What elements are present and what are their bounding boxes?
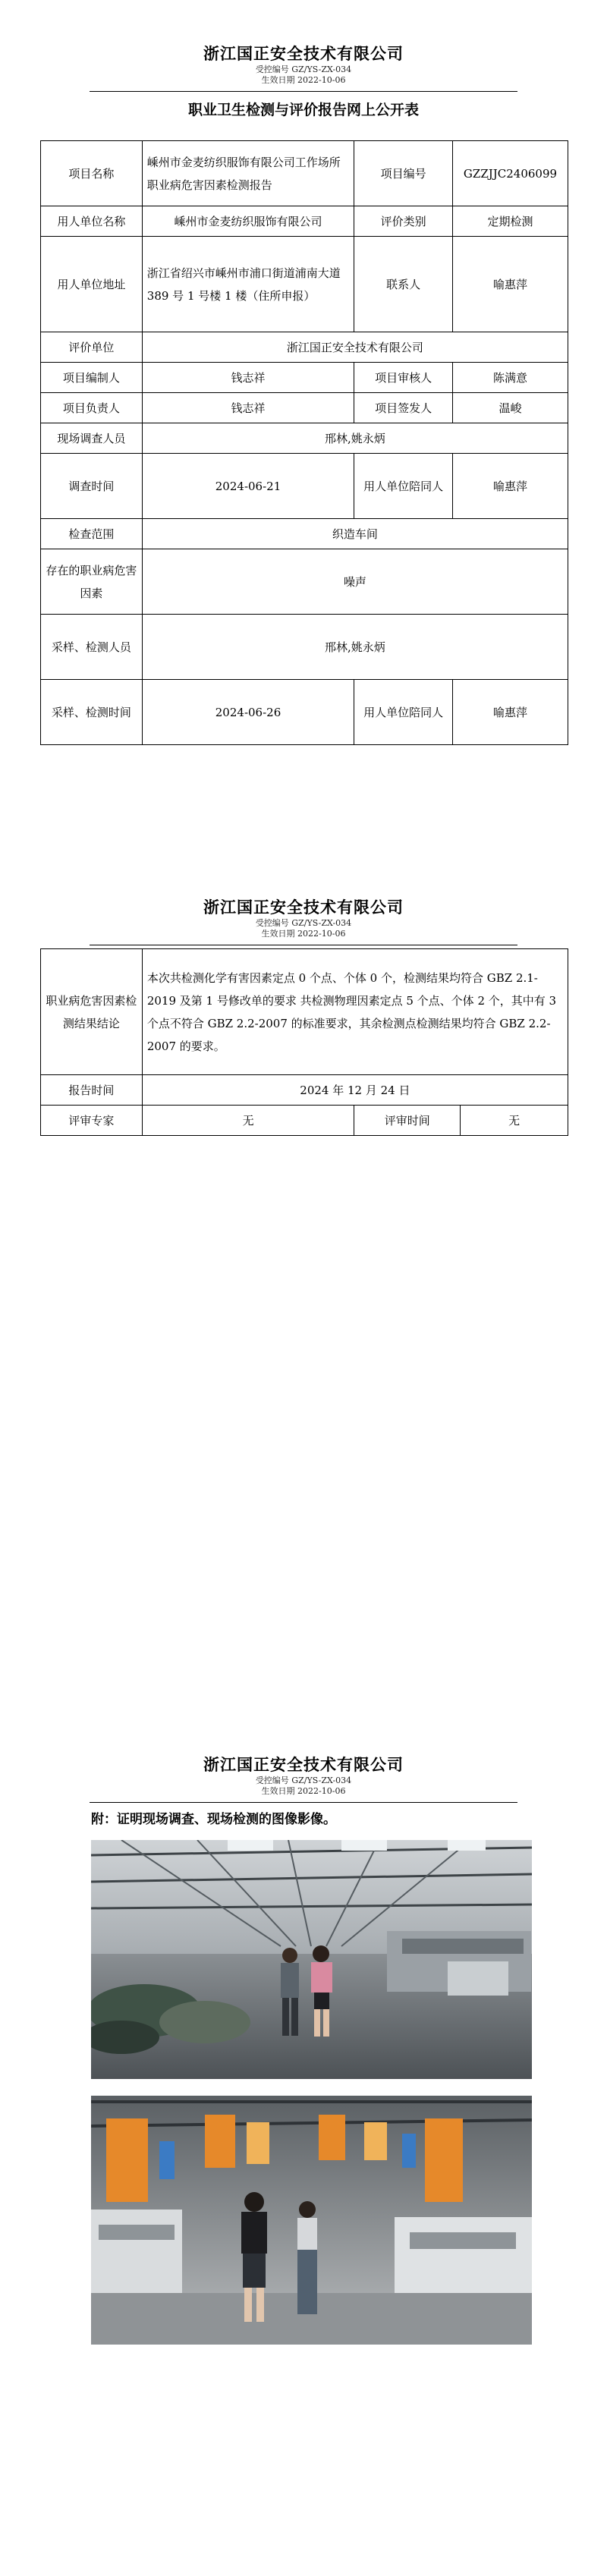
value-report-time: 2024 年 12 月 24 日 (142, 1075, 568, 1106)
value-accompany2: 喻惠萍 (453, 680, 568, 745)
company-name: 浙江国正安全技术有限公司 (203, 44, 404, 63)
label-investigator: 现场调查人员 (41, 423, 143, 454)
label-survey-time: 调查时间 (41, 454, 143, 519)
label-eval-type: 评价类别 (354, 206, 453, 237)
value-address: 浙江省绍兴市嵊州市浦口街道浦南大道 389 号 1 号楼 1 楼（住所申报） (142, 237, 354, 332)
site-photo-warehouse (91, 1840, 532, 2079)
effective-date: 生效日期 2022-10-06 (261, 75, 346, 85)
value-contact: 喻惠萍 (453, 237, 568, 332)
control-number: 受控编号 GZ/YS-ZX-034 (255, 1776, 352, 1785)
effective-date: 生效日期 2022-10-06 (261, 929, 346, 939)
value-scope: 织造车间 (142, 519, 568, 549)
label-address: 用人单位地址 (41, 237, 143, 332)
effective-date: 生效日期 2022-10-06 (261, 1786, 346, 1796)
control-number: 受控编号 GZ/YS-ZX-034 (255, 918, 352, 928)
value-survey-time: 2024-06-21 (142, 454, 354, 519)
label-issuer: 项目签发人 (354, 393, 453, 423)
page3-header (0, 1753, 607, 1797)
label-expert: 评审专家 (41, 1106, 143, 1136)
label-project-name: 项目名称 (41, 141, 143, 206)
label-accompany2: 用人单位陪同人 (354, 680, 453, 745)
label-report-time: 报告时间 (41, 1075, 143, 1106)
value-project-name: 嵊州市金麦纺织服饰有限公司工作场所职业病危害因素检测报告 (142, 141, 354, 206)
value-employer: 嵊州市金麦纺织服饰有限公司 (142, 206, 354, 237)
page-title: 职业卫生检测与评价报告网上公开表 (187, 102, 419, 118)
label-sampler: 采样、检测人员 (41, 615, 143, 680)
site-photo-weaving (91, 2096, 532, 2345)
label-review-time: 评审时间 (354, 1106, 461, 1136)
value-project-no: GZZJJC2406099 (453, 141, 568, 206)
conclusion-table (40, 948, 568, 1136)
value-accompany: 喻惠萍 (453, 454, 568, 519)
value-conclusion: 本次共检测化学有害因素定点 0 个点、个体 0 个，检测结果均符合 GBZ 2.1-2019 及第 1 号修改单的要求 共检测物理因素定点 5 个点、个体 2 个，其中有 3 个点不符合 GBZ 2.2-2007 的标准要求，其余检测点检测结果均符合 GBZ 2.2-2007 的要求。 (142, 949, 568, 1075)
label-accompany: 用人单位陪同人 (354, 454, 453, 519)
company-name: 浙江国正安全技术有限公司 (203, 898, 404, 917)
label-contact: 联系人 (354, 237, 453, 332)
label-employer: 用人单位名称 (41, 206, 143, 237)
value-eval-type: 定期检测 (453, 206, 568, 237)
value-leader: 钱志祥 (142, 393, 354, 423)
value-issuer: 温峻 (453, 393, 568, 423)
value-expert: 无 (142, 1106, 354, 1136)
page1-header (0, 42, 607, 86)
header-rule (90, 91, 517, 92)
header-rule (90, 1802, 517, 1803)
label-compiler: 项目编制人 (41, 363, 143, 393)
label-sample-time: 采样、检测时间 (41, 680, 143, 745)
label-hazard: 存在的职业病危害因素 (41, 549, 143, 615)
value-investigator: 邢林,姚永炳 (142, 423, 568, 454)
value-eval-unit: 浙江国正安全技术有限公司 (142, 332, 568, 363)
label-scope: 检查范围 (41, 519, 143, 549)
value-reviewer: 陈满意 (453, 363, 568, 393)
annex-caption: 附：证明现场调查、现场检测的图像影像。 (91, 1812, 336, 1827)
value-sample-time: 2024-06-26 (142, 680, 354, 745)
page2-header (0, 895, 607, 939)
control-number: 受控编号 GZ/YS-ZX-034 (255, 64, 352, 74)
label-eval-unit: 评价单位 (41, 332, 143, 363)
company-name: 浙江国正安全技术有限公司 (203, 1755, 404, 1774)
label-leader: 项目负责人 (41, 393, 143, 423)
value-hazard: 噪声 (142, 549, 568, 615)
label-conclusion: 职业病危害因素检测结果结论 (41, 949, 143, 1075)
value-sampler: 邢林,姚永炳 (142, 615, 568, 680)
label-reviewer: 项目审核人 (354, 363, 453, 393)
value-review-time: 无 (461, 1106, 568, 1136)
info-table (40, 140, 568, 745)
label-project-no: 项目编号 (354, 141, 453, 206)
value-compiler: 钱志祥 (142, 363, 354, 393)
